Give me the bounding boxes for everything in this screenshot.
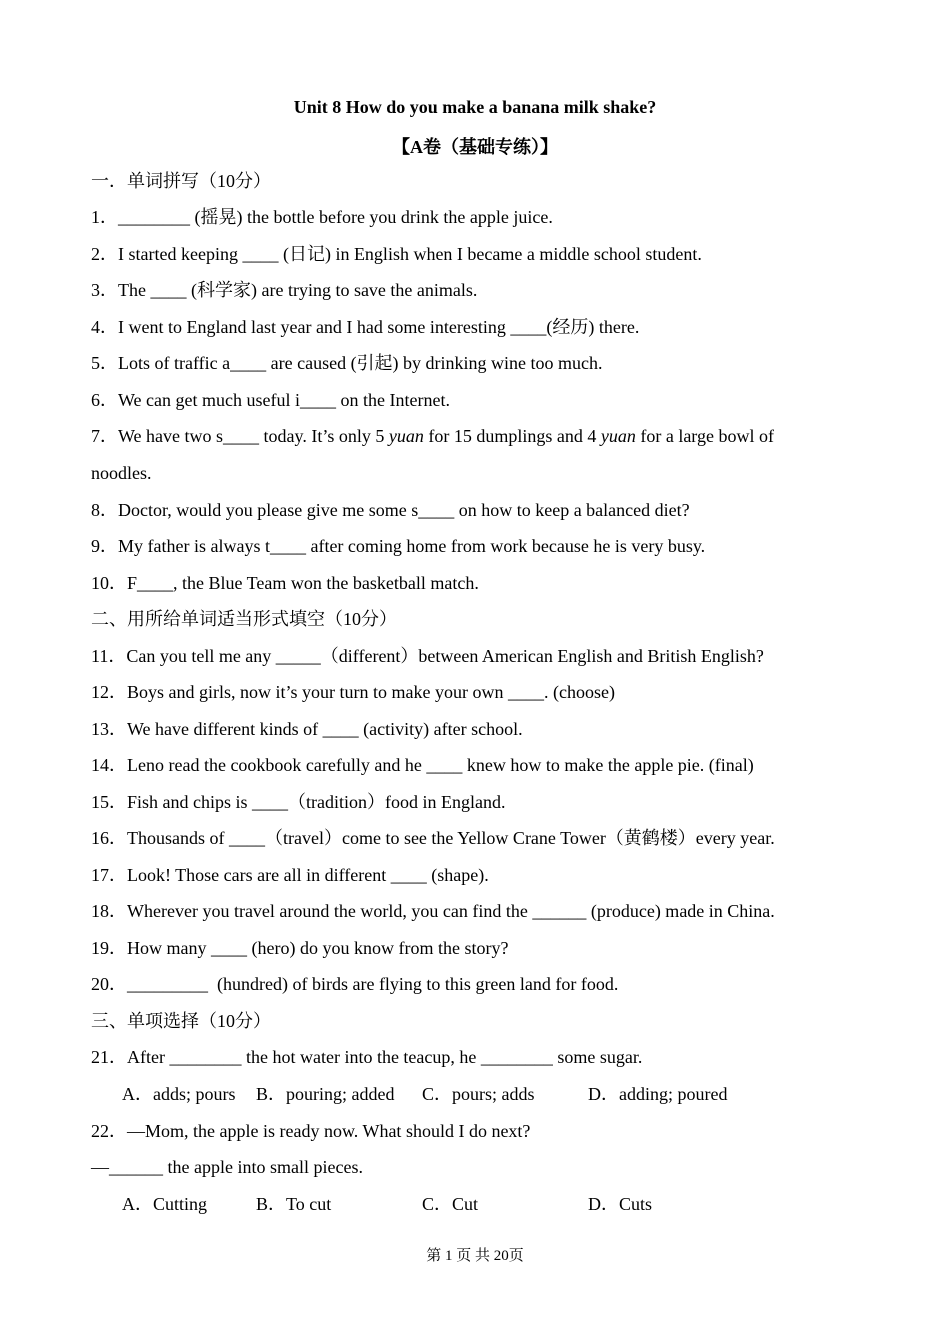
q22-option-d: D．Cuts: [588, 1194, 653, 1214]
document-subtitle: 【A卷（基础专练）】: [392, 137, 558, 157]
question-15: 15．Fish and chips is ____（tradition）food in England.: [91, 792, 506, 812]
yuan-word-2: yuan: [600, 426, 636, 446]
question-3: 3．The ____ (科学家) are trying to save the animals.: [91, 280, 478, 300]
section-heading-1: 一．单词拼写（10分）: [91, 171, 271, 191]
question-21: 21．After ________ the hot water into the teacup, he ________ some sugar.: [91, 1047, 643, 1067]
q21-option-b: B．pouring; added: [256, 1084, 395, 1104]
question-7-part-c: for a large bowl of: [635, 426, 774, 446]
q22-option-b: B．To cut: [256, 1194, 332, 1214]
question-1: 1．________ (摇晃) the bottle before you drink the apple juice.: [91, 207, 553, 227]
q22-option-c: C．Cut: [422, 1194, 479, 1214]
document-title: Unit 8 How do you make a banana milk shake?: [293, 97, 657, 117]
question-17: 17．Look! Those cars are all in different ____ (shape).: [91, 865, 489, 885]
question-7-part-a: 7．We have two s____ today. It’s only 5: [91, 426, 389, 446]
question-13: 13．We have different kinds of ____ (activity) after school.: [91, 719, 523, 739]
question-8: 8．Doctor, would you please give me some s____ on how to keep a balanced diet?: [91, 500, 690, 520]
page-footer: 第 1 页 共 20页: [426, 1248, 524, 1264]
q21-option-a: A．adds; pours: [122, 1084, 236, 1104]
question-6: 6．We can get much useful i____ on the Internet.: [91, 390, 450, 410]
q21-option-c: C．pours; adds: [422, 1084, 535, 1104]
section-heading-2: 二、用所给单词适当形式填空（10分）: [91, 609, 397, 629]
yuan-word-1: yuan: [388, 426, 424, 446]
question-14: 14．Leno read the cookbook carefully and he ____ knew how to make the apple pie. (final): [91, 755, 754, 775]
question-19: 19．How many ____ (hero) do you know from the story?: [91, 938, 509, 958]
question-12: 12．Boys and girls, now it’s your turn to make your own ____. (choose): [91, 682, 615, 702]
section-heading-3: 三、单项选择（10分）: [91, 1011, 271, 1031]
question-7-continued: noodles.: [91, 463, 152, 483]
question-20: 20．_________ (hundred) of birds are flying to this green land for food.: [91, 974, 619, 994]
question-22-response: —______ the apple into small pieces.: [91, 1157, 363, 1177]
question-4: 4．I went to England last year and I had some interesting ____(经历) there.: [91, 317, 640, 337]
question-2: 2．I started keeping ____ (日记) in English when I became a middle school student.: [91, 244, 702, 264]
q21-option-d: D．adding; poured: [588, 1084, 728, 1104]
question-7-part-b: for 15 dumplings and 4: [423, 426, 601, 446]
question-9: 9．My father is always t____ after coming home from work because he is very busy.: [91, 536, 706, 556]
question-16: 16．Thousands of ____（travel）come to see the Yellow Crane Tower（黄鹤楼）every year.: [91, 828, 775, 848]
question-7: [91, 425, 774, 447]
q22-option-a: A．Cutting: [122, 1194, 208, 1214]
question-5: 5．Lots of traffic a____ are caused (引起) by drinking wine too much.: [91, 353, 603, 373]
question-18: 18．Wherever you travel around the world, you can find the ______ (produce) made in China.: [91, 901, 775, 921]
question-11: 11．Can you tell me any _____（different）between American English and British English?: [91, 646, 764, 666]
question-22: 22．—Mom, the apple is ready now. What should I do next?: [91, 1121, 531, 1141]
question-10: 10．F____, the Blue Team won the basketball match.: [91, 573, 479, 593]
